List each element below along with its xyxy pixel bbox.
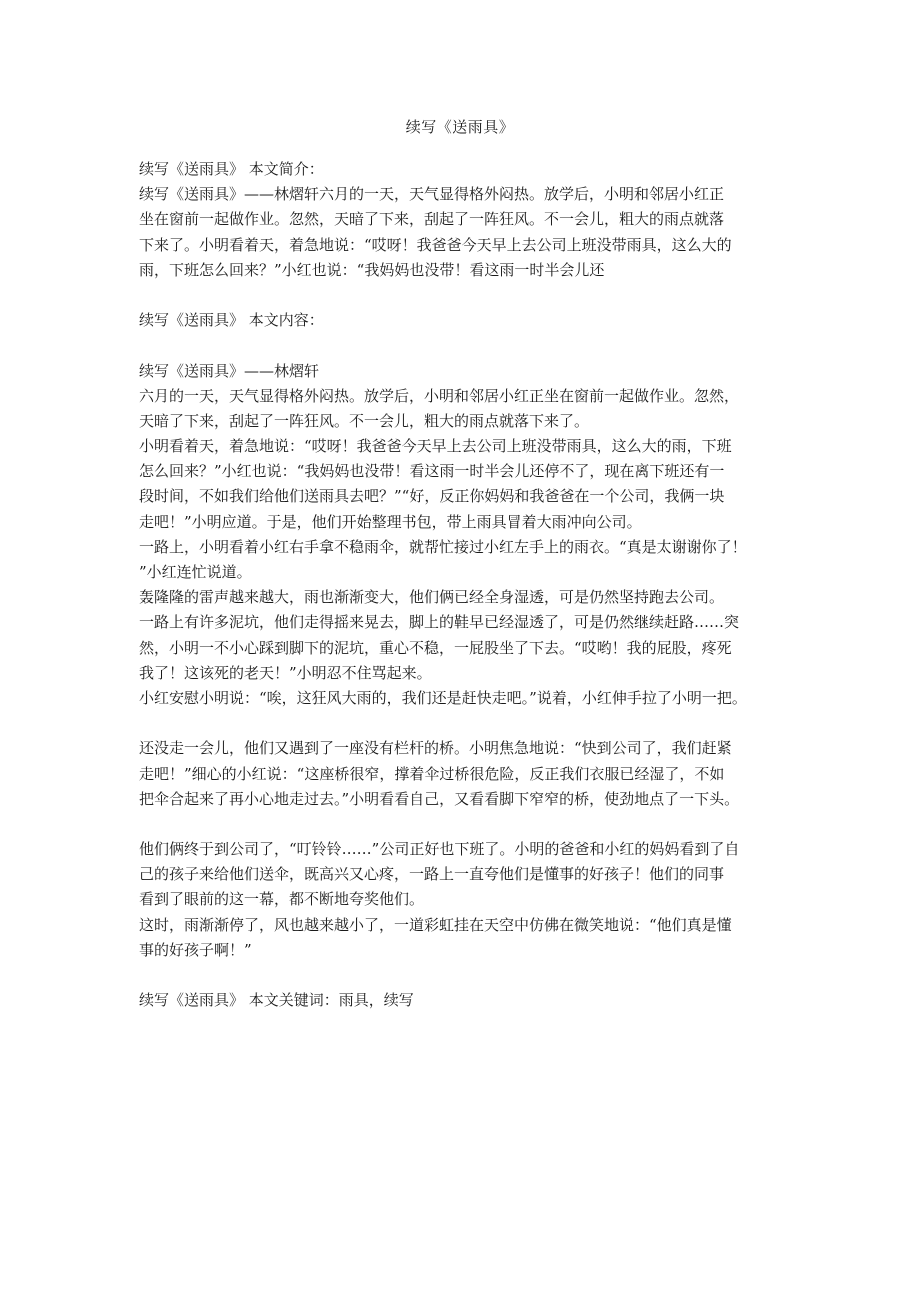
summary-heading: 续写《送雨具》 本文简介：	[139, 160, 324, 178]
story-line: 然，小明一不小心踩到脚下的泥坑，重心不稳，一屁股坐了下去。“哎哟！我的屁股，疼死	[139, 638, 732, 657]
keywords-line: 续写《送雨具》 本文关键词：雨具，续写	[139, 991, 414, 1010]
story-section-2	[139, 736, 799, 812]
story-section-3	[139, 837, 799, 963]
story-line: 一路上，小明看着小红右手拿不稳雨伞，就帮忙接过小红左手上的雨衣。“真是太谢谢你了！	[139, 537, 747, 556]
story-line: 还没走一会儿，他们又遇到了一座没有栏杆的桥。小明焦急地说：“快到公司了，我们赶紧	[139, 739, 732, 758]
story-line: 一路上有许多泥坑，他们走得摇来晃去，脚上的鞋早已经湿透了，可是仍然继续赶路……突	[139, 613, 740, 632]
story-line: 把伞合起来了再小心地走过去。”小明看看自己，又看看脚下窄窄的桥，使劲地点了一下头。	[139, 789, 740, 808]
document-title: 续写《送雨具》	[405, 118, 515, 136]
story-line: 己的孩子来给他们送伞，既高兴又心疼，一路上一直夸他们是懂事的好孩子！他们的同事	[139, 865, 725, 884]
summary-line: 续写《送雨具》——林熠轩六月的一天，天气显得格外闷热。放学后，小明和邻居小红正	[139, 185, 725, 204]
story-line: 走吧！”小明应道。于是，他们开始整理书包，带上雨具冒着大雨冲向公司。	[139, 512, 642, 531]
story-line: 走吧！”细心的小红说：“这座桥很窄，撑着伞过桥很危险，反正我们衣服已经湿了，不如	[139, 764, 725, 783]
blank-line	[139, 963, 799, 988]
story-line: 事的好孩子啊！”	[139, 940, 252, 959]
story-line: 天暗了下来，刮起了一阵狂风。不一会儿，粗大的雨点就落下来了。	[139, 411, 590, 430]
story-line: 轰隆隆的雷声越来越大，雨也渐渐变大，他们俩已经全身湿透，可是仍然坚持跑去公司。	[139, 588, 725, 607]
blank-line	[139, 283, 799, 308]
content-heading: 续写《送雨具》 本文内容：	[139, 311, 324, 330]
story-line: 这时，雨渐渐停了，风也越来越小了，一道彩虹挂在天空中仿佛在微笑地说：“他们真是懂	[139, 915, 732, 934]
summary-line: 坐在窗前一起做作业。忽然，天暗了下来，刮起了一阵狂风。不一会儿，粗大的雨点就落	[139, 210, 725, 229]
summary-line: 雨，下班怎么回来？”小红也说：“我妈妈也没带！看这雨一时半会儿还	[139, 260, 605, 279]
story-line: ”小红连忙说道。	[139, 563, 252, 581]
story-line: 怎么回来？”小红也说：“我妈妈也没带！看这雨一时半会儿还停不了，现在离下班还有一	[139, 462, 725, 481]
blank-line	[139, 812, 799, 837]
story-line: 六月的一天，天气显得格外闷热。放学后，小明和邻居小红正坐在窗前一起做作业。忽然，	[139, 386, 740, 405]
summary-paragraph	[139, 182, 799, 283]
story-section-1	[139, 359, 799, 712]
story-line: 小明看着天，着急地说：“哎呀！我爸爸今天早上去公司上班没带雨具，这么大的雨，下班	[139, 437, 732, 456]
story-line: 小红安慰小明说：“唉，这狂风大雨的，我们还是赶快走吧。”说着，小红伸手拉了小明一把。	[139, 688, 747, 707]
story-line: 看到了眼前的这一幕，都不断地夸奖他们。	[139, 890, 425, 909]
story-line: 段时间，不如我们给他们送雨具去吧？”“好，反正你妈妈和我爸爸在一个公司，我俩一块	[139, 487, 725, 506]
story-line: 续写《送雨具》——林熠轩	[139, 361, 320, 380]
summary-line: 下来了。小明看着天，着急地说：“哎呀！我爸爸今天早上去公司上班没带雨具，这么大的	[139, 235, 732, 254]
story-line: 他们俩终于到公司了，“叮铃铃……”公司正好也下班了。小明的爸爸和小红的妈妈看到了自	[139, 840, 740, 859]
document-body	[139, 157, 799, 1013]
blank-line	[139, 711, 799, 736]
blank-line	[139, 333, 799, 358]
story-line: 我了！这该死的老天！”小明忍不住骂起来。	[139, 663, 432, 682]
